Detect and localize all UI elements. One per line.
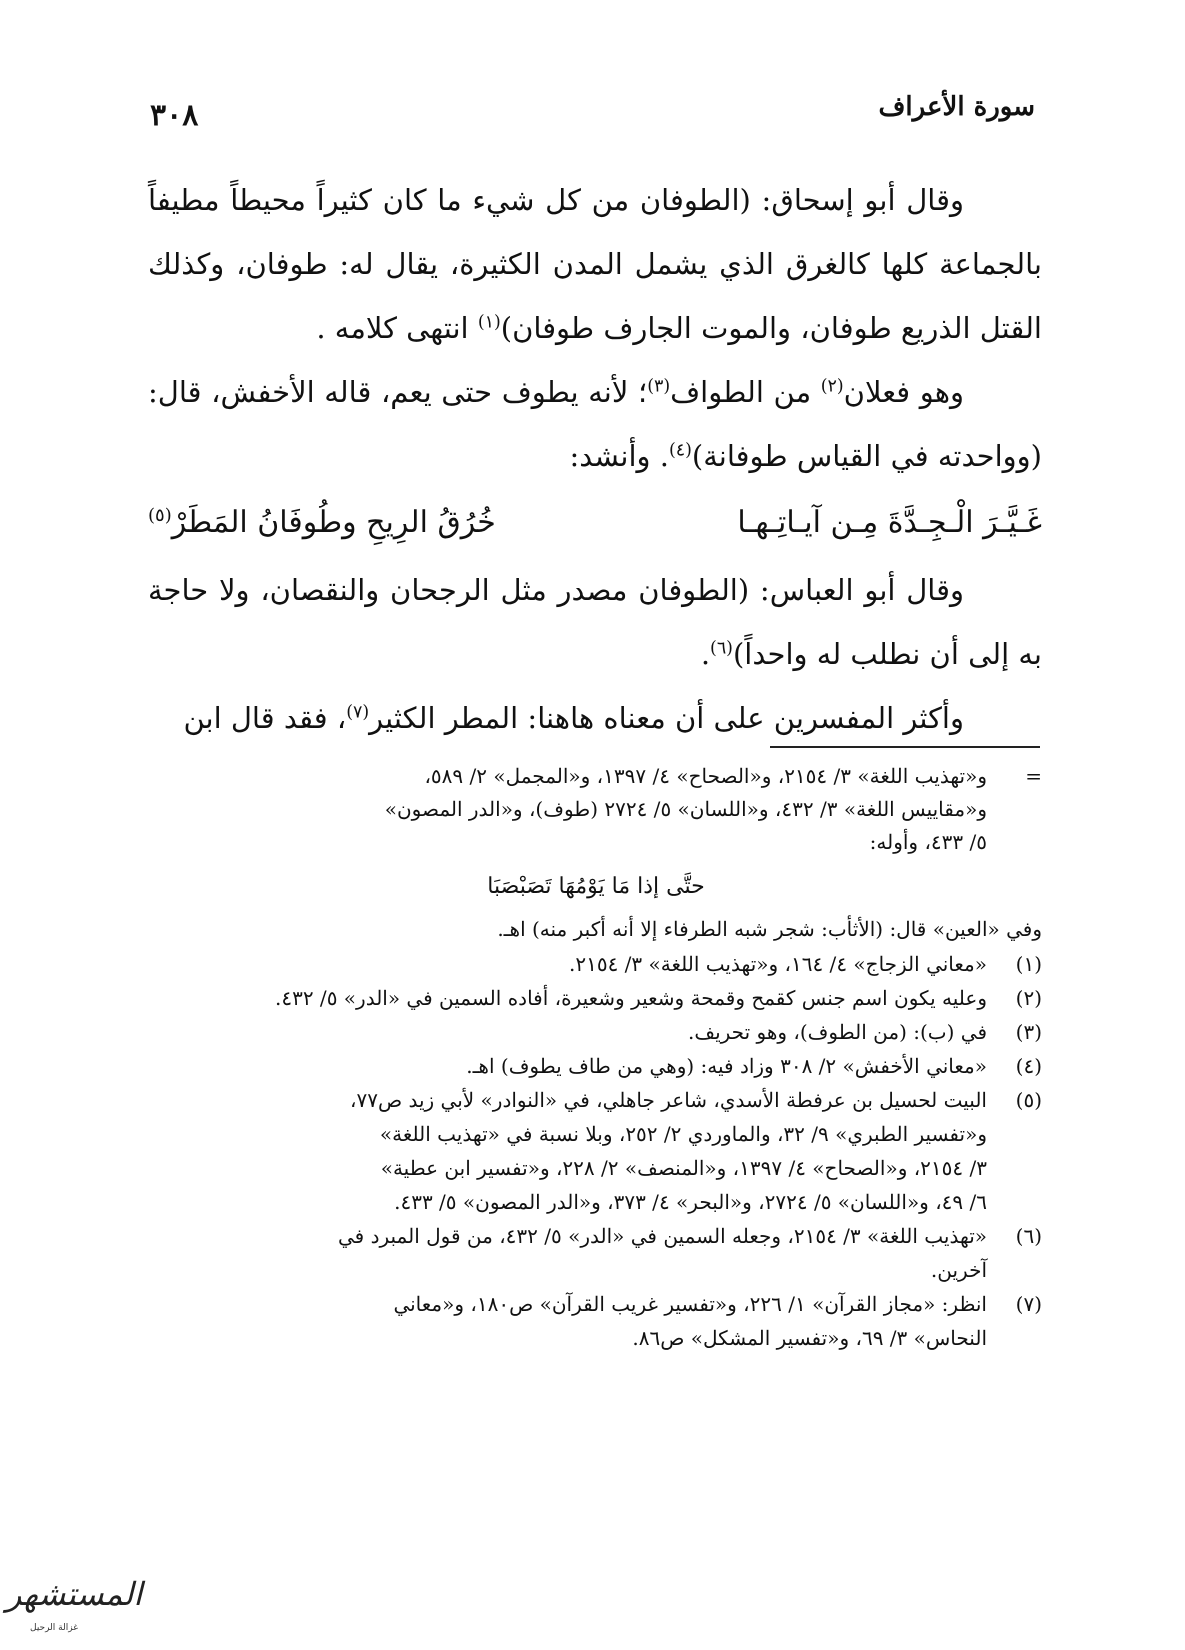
footnote-ref-3[interactable]: (٣) [647, 376, 671, 397]
continuation-marker: = [1025, 764, 1042, 788]
footnote-marker: (٢) [1015, 986, 1042, 1010]
paragraph-text: انتهى كلامه . [316, 311, 478, 345]
paragraph-text: وقال أبو إسحاق: (الطوفان من كل شيء ما كان كثيراً محيطاً مطيفاً بالجماعة كلها كالغرق الذي يشمل المدن الكثيرة، يقال له: طوفان، وكذلك القتل الذريع طوفان، والموت الجارف طوفان) [148, 183, 1042, 345]
footnote-verse: حتَّى إذا مَا يَوْمُهَا تَصَبْصَبَا [487, 874, 705, 899]
footnote-line: ٦/ ٤٩، و«اللسان» ٥/ ٢٧٢٤، و«البحر» ٤/ ٣٧٣، و«الدر المصون» ٥/ ٤٣٣. [394, 1190, 987, 1214]
paragraph-abu-ishaq [148, 168, 1042, 360]
footnote-line: آخرين. [930, 1258, 987, 1282]
paragraph-text: وأكثر المفسرين على أن معناه هاهنا: المطر الكثير [369, 701, 964, 735]
footnote-line: «تهذيب اللغة» ٣/ ٢١٥٤، وجعله السمين في «الدر» ٥/ ٤٣٢، من قول المبرد في [337, 1224, 987, 1248]
footnote-line: ٥/ ٤٣٣، وأوله: [869, 830, 987, 854]
footnote-item [150, 981, 1042, 1015]
footnote-continuation [150, 760, 1042, 859]
paragraph-text: ؛ لأنه يطوف حتى يعم، قاله الأخفش، قال: (وواحدته في القياس طوفانة) [148, 375, 1042, 473]
paragraph-text: وقال أبو العباس: (الطوفان مصدر مثل الرجحان والنقصان، ولا حاجة به إلى أن نطلب له واحداً) [148, 573, 1042, 671]
paragraph-text: وهو فعلان [843, 375, 964, 409]
verse-first-hemistich: غَـيَّـرَ الْـجِـدَّةَ مِـن آيـاتِـهـا [737, 505, 1042, 540]
watermark-logo [0, 1575, 143, 1645]
paragraph-text: . [700, 637, 711, 671]
footnote-ref-7[interactable]: (٧) [346, 702, 370, 723]
page-header [150, 92, 1035, 142]
verse-text: خُرُقُ الرِيحِ وطُوفَانُ المَطَرْ [171, 505, 496, 540]
paragraph-mufassirin [148, 686, 1042, 750]
paragraph-text: . وأنشد: [569, 439, 669, 473]
footnote-line: ٣/ ٢١٥٤، و«الصحاح» ٤/ ١٣٩٧، و«المنصف» ٢/ ٢٢٨، و«تفسير ابن عطية» [380, 1156, 987, 1180]
footnote-line: «معاني الأخفش» ٢/ ٣٠٨ وزاد فيه: (وهي من طاف يطوف) اهـ. [466, 1054, 987, 1078]
poetry-verse [148, 488, 1042, 558]
paragraph-abu-abbas [148, 558, 1042, 686]
footnote-line: «معاني الزجاج» ٤/ ١٦٤، و«تهذيب اللغة» ٣/ ٢١٥٤. [568, 952, 987, 976]
footnote-ref-4[interactable]: (٤) [668, 440, 692, 461]
footnotes [150, 760, 1042, 1355]
footnote-line: وفي «العين» قال: (الأثأب: شجر شبه الطرفاء إلا أنه أكبر منه) اهـ. [497, 917, 1042, 941]
footnote-item [150, 1083, 1042, 1219]
footnote-marker: (١) [1015, 952, 1042, 976]
footnote-divider [770, 746, 1040, 748]
watermark-subtext: غزالة الرحيل [30, 1623, 78, 1633]
footnote-line: البيت لحسيل بن عرفطة الأسدي، شاعر جاهلي، في «النوادر» لأبي زيد ص٧٧، [349, 1088, 987, 1112]
footnote-line: وعليه يكون اسم جنس كقمح وقمحة وشعير وشعيرة، أفاده السمين في «الدر» ٥/ ٤٣٢. [274, 986, 987, 1010]
footnote-item [150, 947, 1042, 981]
footnote-ref-2[interactable]: (٢) [820, 376, 844, 397]
footnote-line: و«تهذيب اللغة» ٣/ ٢١٥٤، و«الصحاح» ٤/ ١٣٩٧، و«المجمل» ٢/ ٥٨٩، [424, 764, 987, 788]
footnote-ref-6[interactable]: (٦) [710, 638, 733, 659]
footnote-marker: (٣) [1015, 1020, 1042, 1044]
footnote-ref-1[interactable]: (١) [477, 312, 501, 333]
footnote-marker: (٦) [1015, 1224, 1042, 1248]
footnote-marker: (٧) [1015, 1292, 1042, 1316]
paragraph-text: ، فقد قال ابن [183, 701, 347, 735]
paragraph-fulan [148, 360, 1042, 488]
footnote-item [150, 1049, 1042, 1083]
verse-second-hemistich [148, 488, 496, 558]
surah-title: سورة الأعراف [878, 92, 1035, 122]
footnote-marker: (٥) [1015, 1088, 1042, 1112]
footnote-ref-5[interactable]: (٥) [148, 505, 172, 526]
footnote-marker: (٤) [1015, 1054, 1042, 1078]
footnote-line: انظر: «مجاز القرآن» ١/ ٢٢٦، و«تفسير غريب القرآن» ص١٨٠، و«معاني [393, 1292, 987, 1316]
page-number: ٣٠٨ [150, 98, 199, 133]
paragraph-text: من الطواف [670, 375, 821, 409]
footnote-item [150, 1015, 1042, 1049]
footnote-line: النحاس» ٣/ ٦٩، و«تفسير المشكل» ص٨٦. [632, 1326, 987, 1350]
footnote-line: و«مقاييس اللغة» ٣/ ٤٣٢، و«اللسان» ٥/ ٢٧٢٤ (طوف)، و«الدر المصون» [384, 797, 987, 821]
footnote-item [150, 1287, 1042, 1355]
footnote-line: في (ب): (من الطوف)، وهو تحريف. [688, 1020, 987, 1044]
main-text [148, 168, 1042, 750]
footnote-line: و«تفسير الطبري» ٩/ ٣٢، والماوردي ٢/ ٢٥٢، وبلا نسبة في «تهذيب اللغة» [379, 1122, 987, 1146]
watermark-text: المستشهر [6, 1575, 143, 1613]
footnote-item [150, 1219, 1042, 1287]
